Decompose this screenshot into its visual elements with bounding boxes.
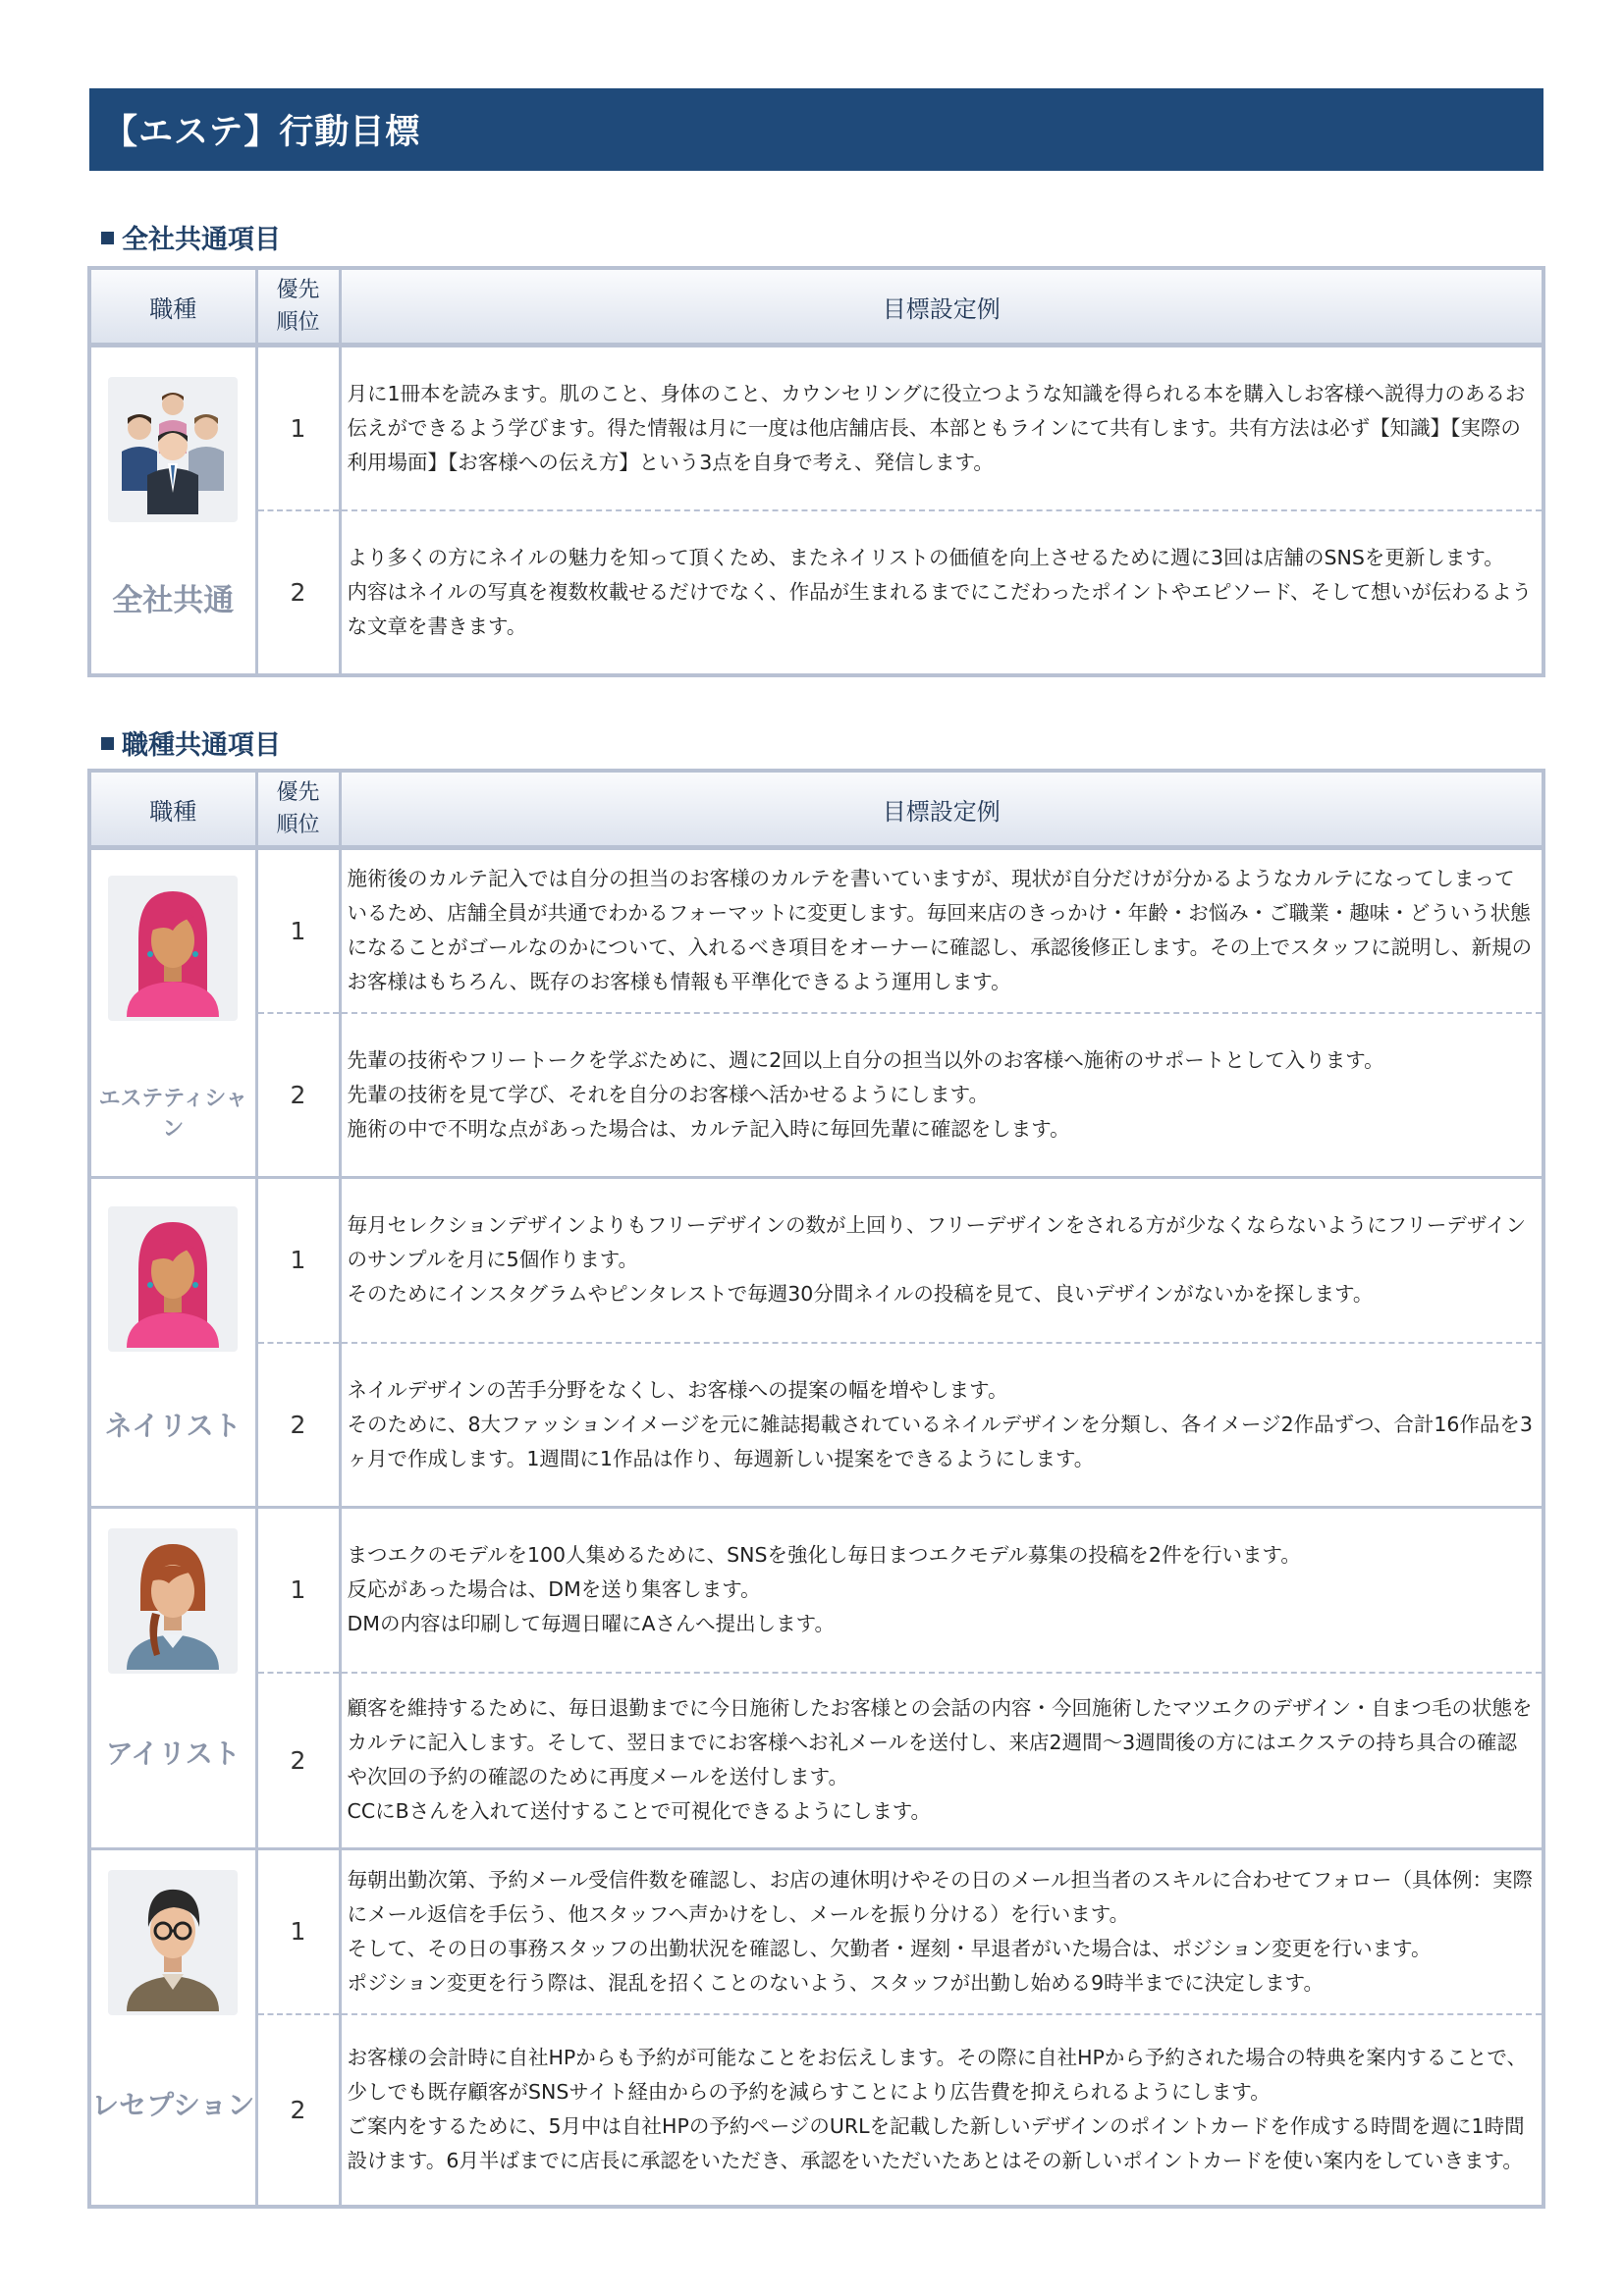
square-bullet-icon bbox=[101, 737, 114, 750]
priority-number: 1 bbox=[256, 1849, 340, 2014]
section-heading-role bbox=[101, 723, 281, 762]
priority-number: 2 bbox=[256, 510, 340, 675]
man-glasses-icon bbox=[108, 1870, 238, 2015]
header-priority: 優先 順位 bbox=[256, 771, 340, 848]
woman-brown-hair-icon bbox=[108, 1528, 238, 1674]
goal-text: まつエクのモデルを100人集めるために、SNSを強化し毎日まつエクモデル募集の投稿を2件を行います。 反応があった場合は、DMを送り集客します。 DMの内容は印刷して毎週日曜にAさんへ提出します。 bbox=[340, 1508, 1543, 1673]
company-goals-table bbox=[87, 266, 1545, 677]
role-cell bbox=[89, 848, 256, 1178]
woman-pink-hair-icon bbox=[108, 876, 238, 1021]
woman-pink-hair-icon bbox=[108, 1206, 238, 1352]
role-cell bbox=[89, 1508, 256, 1849]
table-header-row bbox=[89, 771, 1543, 848]
square-bullet-icon bbox=[101, 232, 114, 244]
priority-number: 2 bbox=[256, 1673, 340, 1849]
section-heading-label: 職種共通項目 bbox=[122, 730, 281, 761]
business-team-icon bbox=[108, 377, 238, 522]
header-goal: 目標設定例 bbox=[340, 268, 1543, 346]
table-row bbox=[89, 510, 1543, 675]
priority-number: 1 bbox=[256, 848, 340, 1013]
priority-number: 2 bbox=[256, 1343, 340, 1508]
goal-text: 月に1冊本を読みます。肌のこと、身体のこと、カウンセリングに役立つような知識を得られる本を購入しお客様へ説得力のあるお伝えができるよう学びます。得た情報は月に一度は他店舗店長、本部ともラインにて共有します。共有方法は必ず【知識】【実際の利用場面】【お客様への伝え方】という3点を自身で考え、発信します。 bbox=[340, 346, 1543, 510]
section-heading-label: 全社共通項目 bbox=[122, 225, 281, 255]
goal-text: 毎月セレクションデザインよりもフリーデザインの数が上回り、フリーデザインをされる方が少なくならないようにフリーデザインのサンプルを月に5個作ります。 そのためにインスタグラムやピンタレストで毎週30分間ネイルの投稿を見て、良いデザインがないかを探します。 bbox=[340, 1178, 1543, 1343]
header-role: 職種 bbox=[89, 268, 256, 346]
role-label: アイリスト bbox=[105, 1737, 241, 1770]
table-row bbox=[89, 1013, 1543, 1178]
priority-number: 1 bbox=[256, 1508, 340, 1673]
priority-number: 1 bbox=[256, 346, 340, 510]
table-row bbox=[89, 1849, 1543, 2014]
section-heading-company bbox=[101, 218, 281, 256]
role-label: エステティシャン bbox=[98, 1087, 247, 1142]
table-row bbox=[89, 346, 1543, 510]
table-row bbox=[89, 1508, 1543, 1673]
goal-text: 毎朝出勤次第、予約メール受信件数を確認し、お店の連休明けやその日のメール担当者のスキルに合わせてフォロー（具体例：実際にメール返信を手伝う、他スタッフへ声かけをし、メールを振り分ける）を行います。 そして、その日の事務スタッフの出勤状況を確認し、欠勤者・遅刻・早退者がいた場合は、ポジション変更を行います。 ポジション変更を行う際は、混乱を招くことのないよう、スタッフが出勤し始める9時半までに決定します。 bbox=[340, 1849, 1543, 2014]
header-priority: 優先 順位 bbox=[256, 268, 340, 346]
role-label: 全社共通 bbox=[112, 583, 235, 618]
goal-text: お客様の会計時に自社HPからも予約が可能なことをお伝えします。その際に自社HPから予約された場合の特典を案内することで、少しでも既存顧客がSNSサイト経由からの予約を減らすことにより広告費を抑えられるようにします。 ご案内をするために、5月中は自社HPの予約ページのURLを記載した新しいデザインのポイントカードを作成する時間を週に1時間設けます。6月半ばまでに店長に承認をいただき、承認をいただいたあとはその新しいポイントカードを使い案内をしていきます。 bbox=[347, 2046, 1528, 2172]
goal-text: ネイルデザインの苦手分野をなくし、お客様への提案の幅を増やします。 そのために、8大ファッションイメージを元に雑誌掲載されているネイルデザインを分類し、各イメージ2作品ずつ、合計16作品を3ヶ月で作成します。1週間に1作品は作り、毎週新しい提案をできるようにします。 bbox=[340, 1343, 1543, 1508]
goal-text: 顧客を維持するために、毎日退勤までに今日施術したお客様との会話の内容・今回施術したマツエクのデザイン・自まつ毛の状態をカルテに記入します。そして、翌日までにお客様へお礼メールを送付し、来店2週間〜3週間後の方にはエクステの持ち具合の確認や次回の予約の確認のために再度メールを送付します。 CCにBさんを入れて送付することで可視化できるようにします。 bbox=[340, 1673, 1543, 1849]
goal-text: 施術後のカルテ記入では自分の担当のお客様のカルテを書いていますが、現状が自分だけが分かるようなカルテになってしまっているため、店舗全員が共通でわかるフォーマットに変更します。毎回来店のきっかけ・年齢・お悩み・ご職業・趣味・どういう状態になることがゴールなのかについて、入れるべき項目をオーナーに確認し、承認後修正します。その上でスタッフに説明し、新規のお客様はもちろん、既存のお客様も情報も平準化できるよう運用します。 bbox=[340, 848, 1543, 1013]
role-cell bbox=[89, 1849, 256, 2207]
page-title: 【エステ】行動目標 bbox=[89, 88, 1543, 171]
role-cell bbox=[89, 346, 256, 675]
table-header-row bbox=[89, 268, 1543, 346]
header-role: 職種 bbox=[89, 771, 256, 848]
role-cell bbox=[89, 1178, 256, 1508]
goal-text: 先輩の技術やフリートークを学ぶために、週に2回以上自分の担当以外のお客様へ施術のサポートとして入ります。 先輩の技術を見て学び、それを自分のお客様へ活かせるようにします。 施術の中で不明な点があった場合は、カルテ記入時に毎回先輩に確認をします。 bbox=[340, 1013, 1543, 1178]
goal-text: より多くの方にネイルの魅力を知って頂くため、またネイリストの価値を向上させるために週に3回は店舗のSNSを更新します。 内容はネイルの写真を複数枚載せるだけでなく、作品が生まれるまでにこだわったポイントやエピソード、そして想いが伝わるような文章を書きます。 bbox=[347, 545, 1533, 638]
priority-number: 1 bbox=[256, 1178, 340, 1343]
table-row bbox=[89, 1673, 1543, 1849]
role-label: ネイリスト bbox=[104, 1410, 242, 1442]
role-label: レセプション bbox=[91, 2089, 255, 2121]
priority-number: 2 bbox=[256, 1013, 340, 1178]
table-row bbox=[89, 1178, 1543, 1343]
role-goals-table bbox=[87, 769, 1545, 2209]
table-row bbox=[89, 1343, 1543, 1508]
table-row bbox=[89, 848, 1543, 1013]
header-goal: 目標設定例 bbox=[340, 771, 1543, 848]
priority-number: 2 bbox=[256, 2014, 340, 2207]
table-row bbox=[89, 2014, 1543, 2207]
